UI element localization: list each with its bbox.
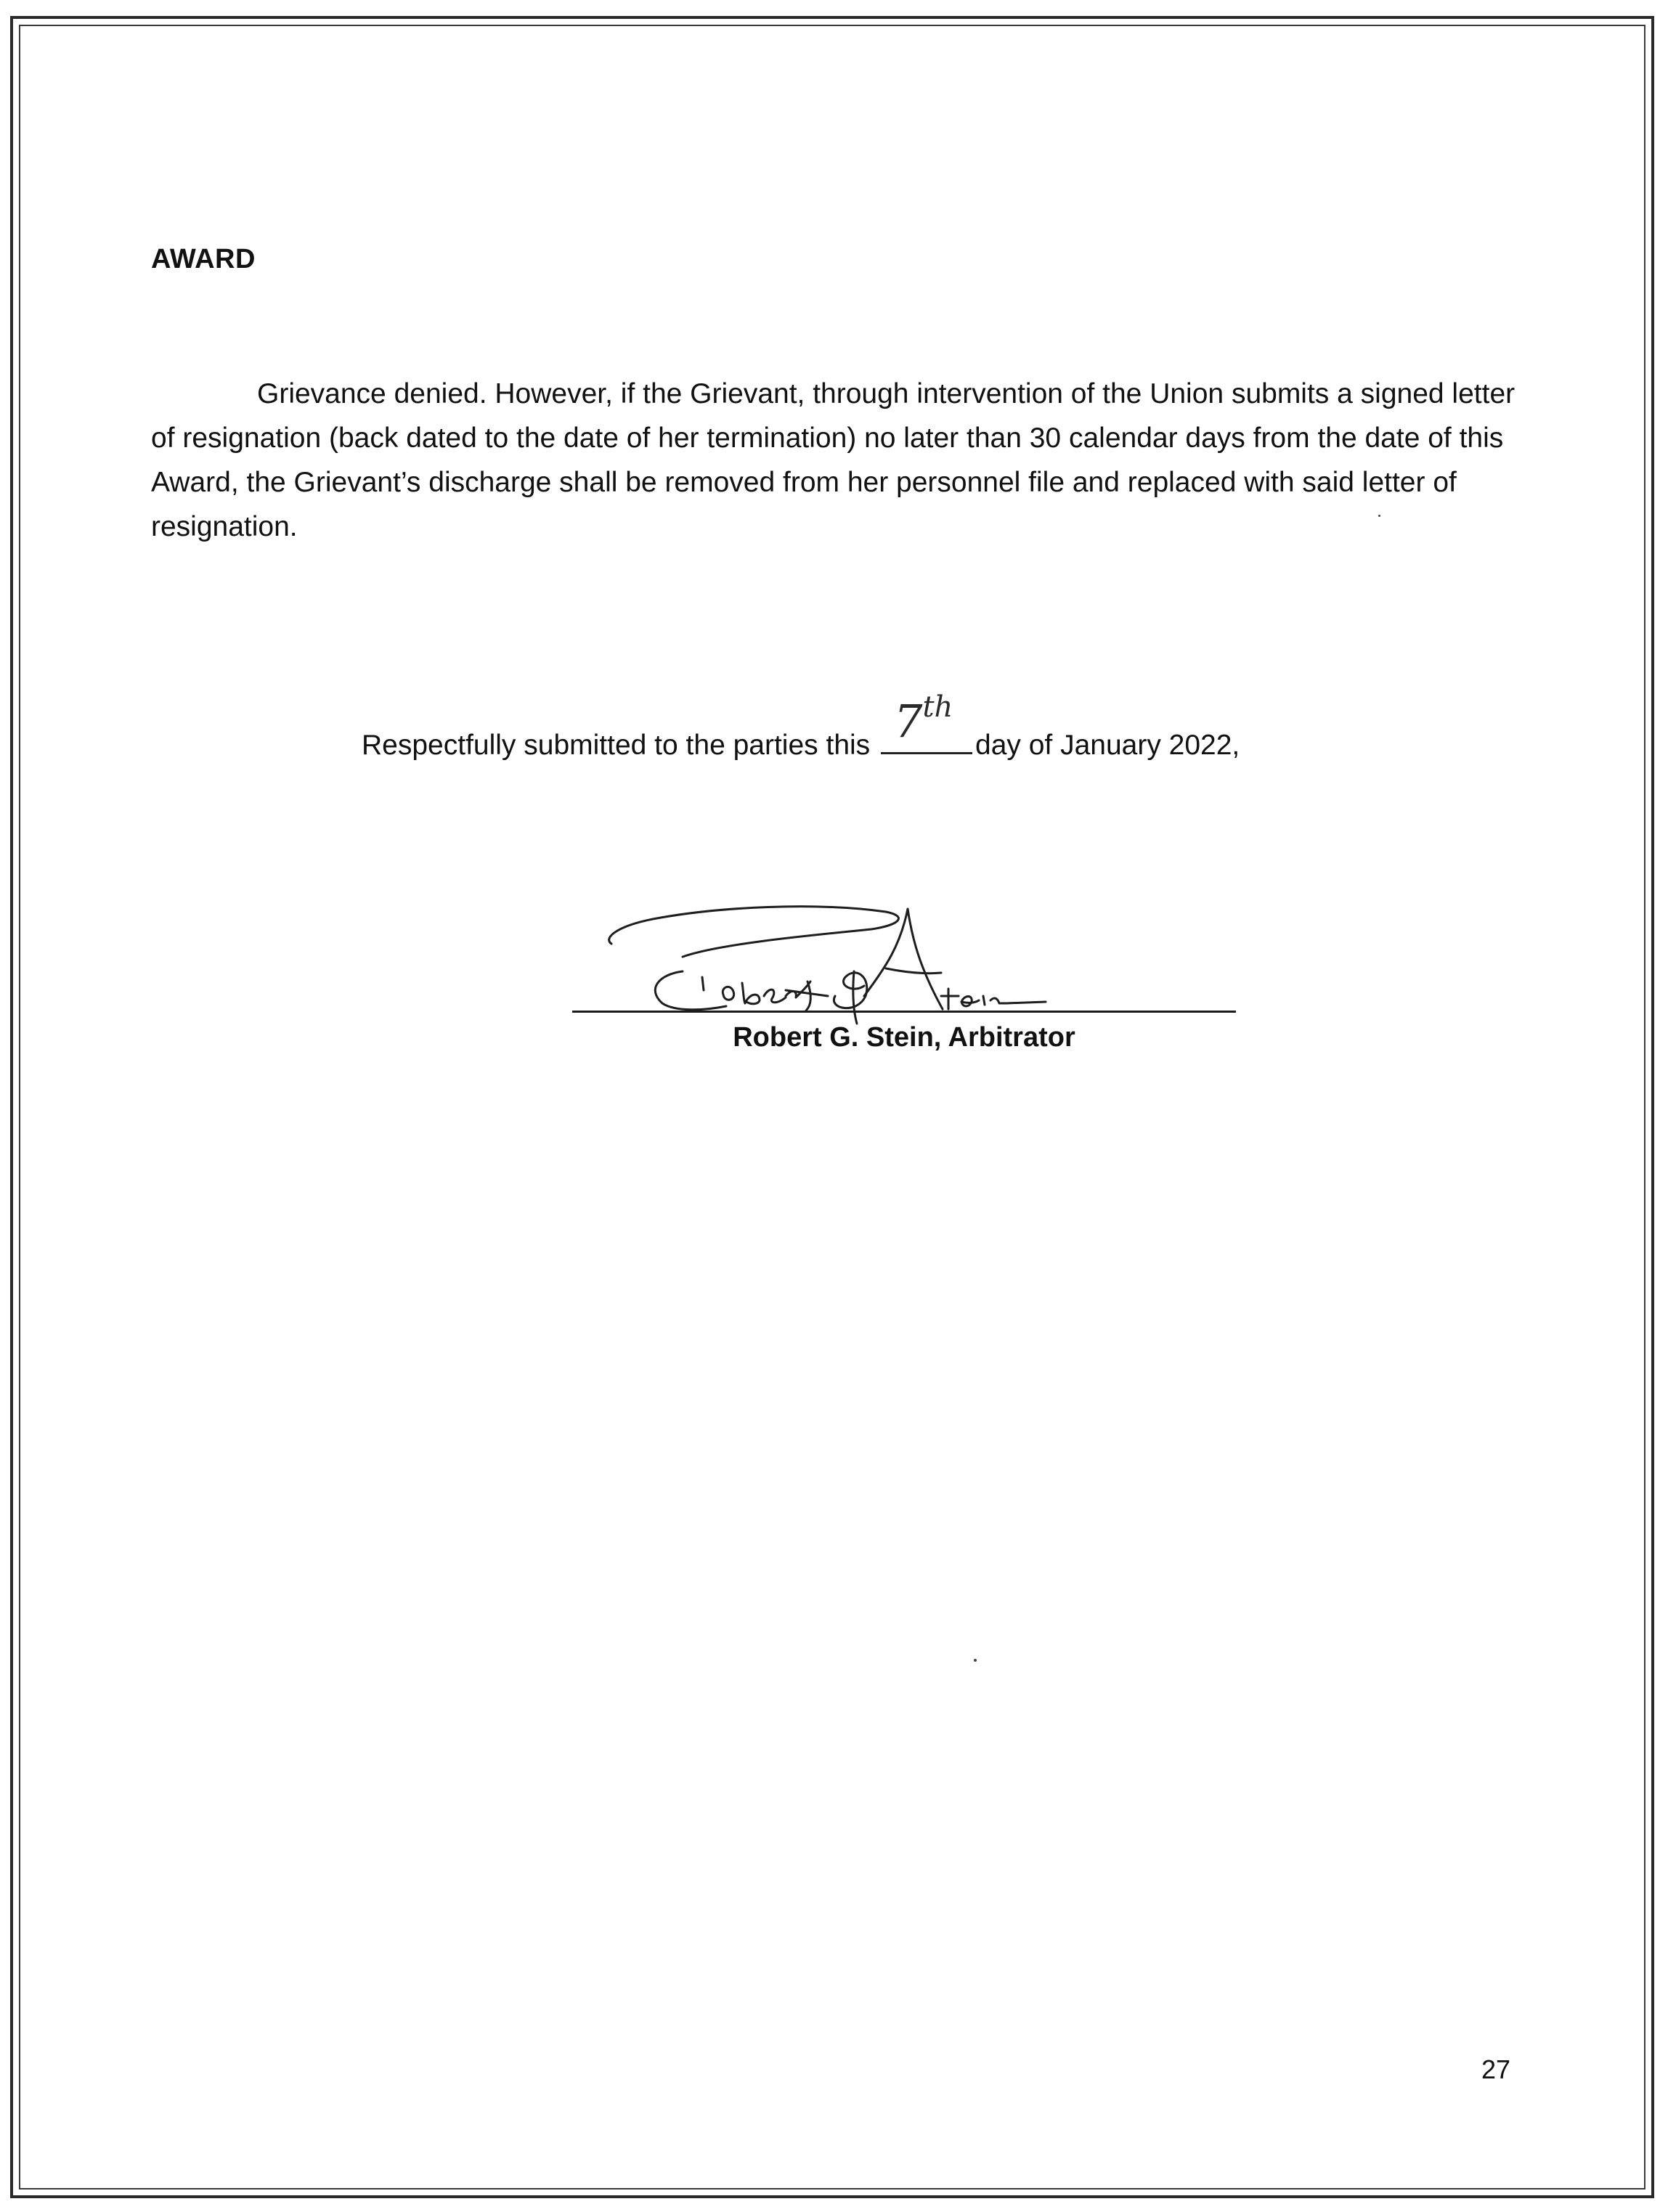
day-blank <box>881 690 972 754</box>
page-number: 27 <box>1481 2054 1511 2084</box>
signature-line <box>572 1011 1236 1013</box>
scan-speck <box>1378 515 1380 517</box>
handwritten-day <box>894 685 953 748</box>
signer-name: Robert G. Stein, Arbitrator <box>733 1022 1075 1053</box>
handwritten-day-suffix: th <box>922 690 953 724</box>
handwritten-signature <box>595 887 1133 1025</box>
handwritten-day-number: 7 <box>894 695 923 748</box>
page-border-inner <box>19 25 1645 2189</box>
award-heading: AWARD <box>151 244 256 274</box>
submission-suffix: day of January 2022, <box>975 730 1240 761</box>
award-paragraph: Grievance denied. However, if the Grievant, through intervention of the Union submits a signed letter of resignation (back dated to the date of her termination) no later than 30 calendar days from the date of this Award, the Grievant’s discharge shall be removed from her personnel file and replaced with said letter of resignation. <box>151 378 1516 542</box>
scan-speck <box>974 1659 977 1662</box>
submission-line <box>362 690 1240 767</box>
submission-prefix: Respectfully submitted to the parties this <box>362 730 871 761</box>
